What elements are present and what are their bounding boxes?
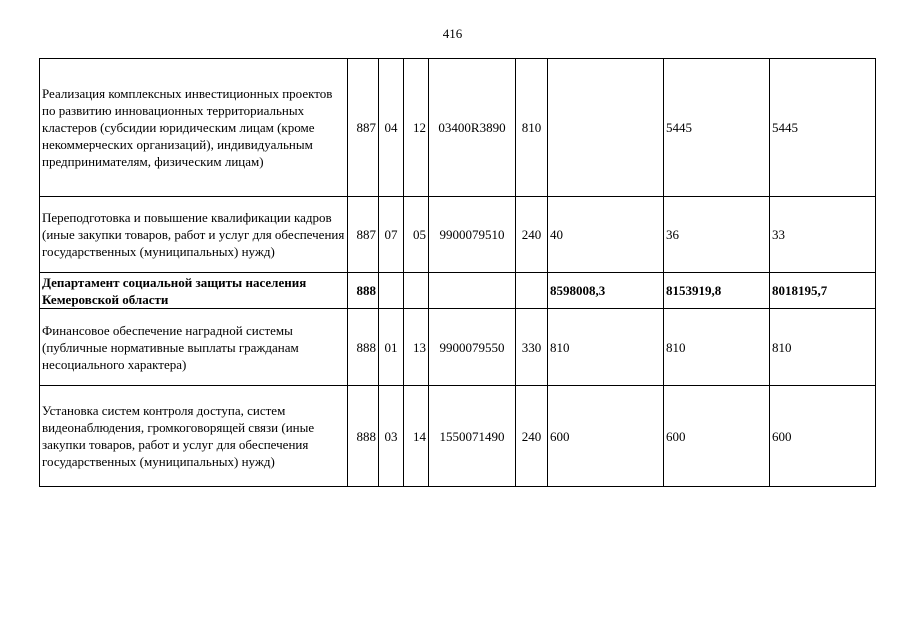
target-article-code: 1550071490: [429, 386, 516, 487]
amount-year-1: 8598008,3: [548, 273, 664, 309]
row-name: Финансовое обеспечение наградной системы (публичные нормативные выплаты гражданам несоциального характера): [40, 309, 348, 386]
table-row: [40, 197, 876, 273]
amount-year-1: 810: [548, 309, 664, 386]
row-name: Реализация комплексных инвестиционных проектов по развитию инновационных территориальных кластеров (субсидии юридическим лицам (кроме некоммерческих организаций), индивидуальным предпринимателям, физическим лицам): [40, 59, 348, 197]
row-name: Переподготовка и повышение квалификации кадров (иные закупки товаров, работ и услуг для обеспечения государственных (муниципальных) нужд): [40, 197, 348, 273]
amount-year-3: 5445: [770, 59, 876, 197]
amount-year-2: 36: [664, 197, 770, 273]
table-row: [40, 309, 876, 386]
ministry-code: 888: [348, 386, 379, 487]
table-row: [40, 273, 876, 309]
subsection-code: 05: [404, 197, 429, 273]
subsection-code: 12: [404, 59, 429, 197]
ministry-code: 887: [348, 197, 379, 273]
subsection-code: 14: [404, 386, 429, 487]
expense-type-code: 240: [516, 386, 548, 487]
row-name: Департамент социальной защиты населения Кемеровской области: [40, 273, 348, 309]
section-code: 07: [379, 197, 404, 273]
subsection-code: [404, 273, 429, 309]
target-article-code: 9900079550: [429, 309, 516, 386]
amount-year-1: [548, 59, 664, 197]
ministry-code: 887: [348, 59, 379, 197]
expense-type-code: 240: [516, 197, 548, 273]
table-row: [40, 386, 876, 487]
page-number: 416: [442, 26, 463, 41]
amount-year-3: 600: [770, 386, 876, 487]
amount-year-3: 33: [770, 197, 876, 273]
ministry-code: 888: [348, 309, 379, 386]
expense-type-code: 330: [516, 309, 548, 386]
section-code: 04: [379, 59, 404, 197]
expense-type-code: 810: [516, 59, 548, 197]
table-row: [40, 59, 876, 197]
section-code: 01: [379, 309, 404, 386]
amount-year-1: 600: [548, 386, 664, 487]
target-article-code: [429, 273, 516, 309]
target-article-code: 9900079510: [429, 197, 516, 273]
section-code: [379, 273, 404, 309]
ministry-code: 888: [348, 273, 379, 309]
row-name: Установка систем контроля доступа, систем видеонаблюдения, громкоговорящей связи (иные закупки товаров, работ и услуг для обеспечения государственных (муниципальных) нужд): [40, 386, 348, 487]
amount-year-2: 5445: [664, 59, 770, 197]
amount-year-2: 8153919,8: [664, 273, 770, 309]
subsection-code: 13: [404, 309, 429, 386]
amount-year-3: 8018195,7: [770, 273, 876, 309]
budget-table: [39, 58, 876, 487]
expense-type-code: [516, 273, 548, 309]
target-article-code: 03400R3890: [429, 59, 516, 197]
amount-year-1: 40: [548, 197, 664, 273]
amount-year-2: 810: [664, 309, 770, 386]
amount-year-2: 600: [664, 386, 770, 487]
section-code: 03: [379, 386, 404, 487]
amount-year-3: 810: [770, 309, 876, 386]
